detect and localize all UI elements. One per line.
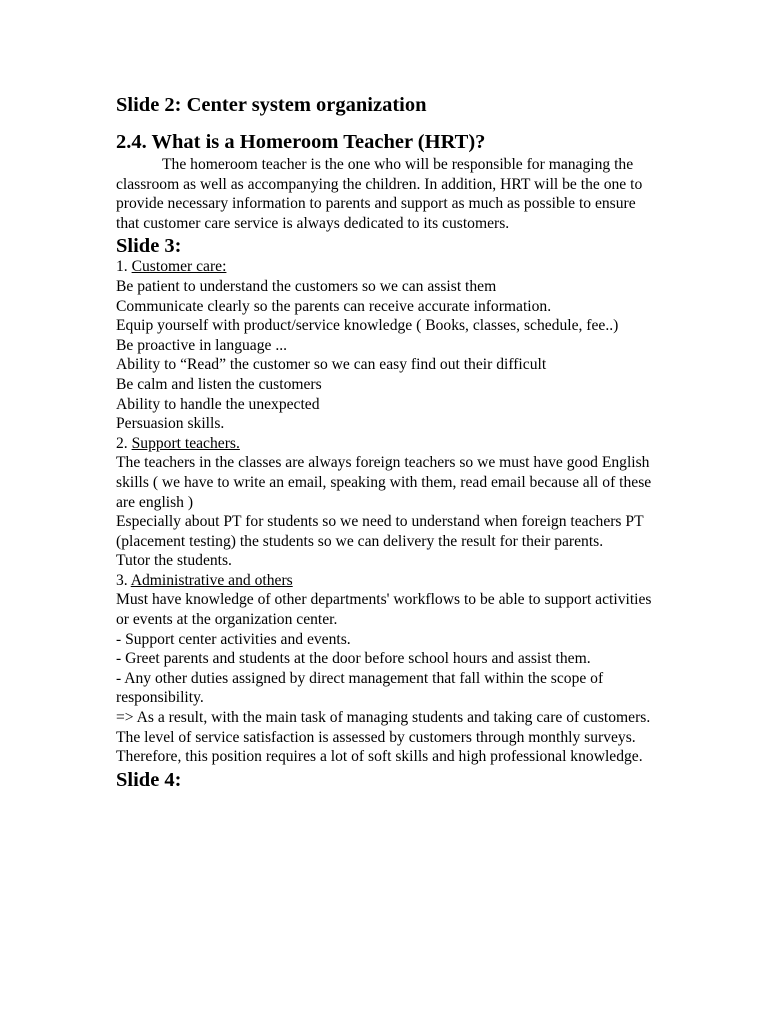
section-number: 2. xyxy=(116,434,132,452)
paragraph: - Any other duties assigned by direct management that fall within the scope of responsibility. xyxy=(116,669,604,707)
list-item: Persuasion skills. xyxy=(116,415,225,433)
section-title: Administrative and others xyxy=(130,571,293,589)
section-title: Support teachers. xyxy=(131,434,240,452)
section-number: 3. xyxy=(116,571,131,589)
list-item: Be proactive in language ... xyxy=(116,336,288,354)
paragraph: - Greet parents and students at the door before school hours and assist them. xyxy=(116,650,591,668)
slide-4-heading: Slide 4: xyxy=(116,768,182,791)
section-heading: 2.4. What is a Homeroom Teacher (HRT)? xyxy=(116,131,486,153)
section-number: 1. xyxy=(116,258,132,276)
list-item: Be calm and listen the customers xyxy=(116,375,322,393)
list-item: Ability to handle the unexpected xyxy=(116,395,320,413)
conclusion-paragraph: => As a result, with the main task of managing students and taking care of customers. The level of service satisfaction is assessed by customers through monthly surveys. Therefore, this position requires a lot of soft skills and high professional knowledge. xyxy=(116,709,651,766)
list-item: Ability to “Read” the customer so we can easy find out their difficult xyxy=(116,356,547,374)
paragraph: Must have knowledge of other departments' workflows to be able to support activities or events at the organization center. xyxy=(116,591,652,629)
paragraph: The teachers in the classes are always foreign teachers so we must have good English skills ( we have to write an email, speaking with them, read email because all of these are english ) xyxy=(116,454,652,511)
list-item: Equip yourself with product/service knowledge ( Books, classes, schedule, fee..) xyxy=(116,317,619,335)
paragraph: Especially about PT for students so we need to understand when foreign teachers PT (placement testing) the students so we can delivery the result for their parents. xyxy=(116,513,644,550)
document-page xyxy=(116,92,656,791)
paragraph: Tutor the students. xyxy=(116,552,232,570)
paragraph: - Support center activities and events. xyxy=(116,630,351,648)
page-title: Slide 2: Center system organization xyxy=(116,94,427,116)
section-title: Customer care: xyxy=(131,258,227,276)
list-item: Communicate clearly so the parents can receive accurate information. xyxy=(116,297,552,315)
section-administrative-heading xyxy=(116,571,656,591)
section-support-teachers-heading xyxy=(116,434,656,454)
list-item: Be patient to understand the customers so we can assist them xyxy=(116,277,497,295)
intro-paragraph: The homeroom teacher is the one who will be responsible for managing the classroom as well as accompanying the children. In addition, HRT will be the one to provide necessary information to parents and support as much as possible to ensure that customer care service is always dedicated to its customers. xyxy=(116,156,643,232)
section-customer-care-heading xyxy=(116,257,656,277)
slide-3-heading: Slide 3: xyxy=(116,235,182,258)
